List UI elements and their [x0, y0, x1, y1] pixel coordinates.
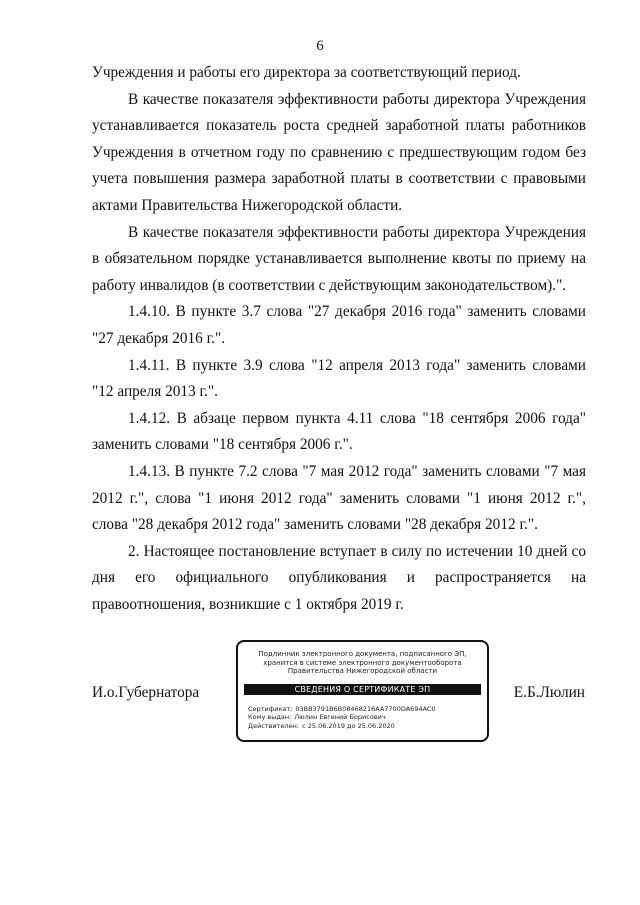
- validity-row: [248, 722, 487, 731]
- signatory-position: И.о.Губернатора: [92, 684, 200, 701]
- issued-to-row: [248, 713, 487, 722]
- paragraph: 1.4.13. В пункте 7.2 слова "7 мая 2012 года" заменить словами "7 мая 2012 г.", слова "1 июня 2012 года" заменить словами "1 июня 2012 г.", слова "28 декабря 2012 года" заменить словами "28 декабря 2012 г.".: [92, 462, 586, 534]
- signatory-name: Е.Б.Люлин: [513, 684, 585, 701]
- paragraph: Учреждения и работы его директора за соответствующий период.: [92, 64, 521, 81]
- paragraph: 2. Настоящее постановление вступает в силу по истечении 10 дней со дня его официального опубликования и распространяется на правоотношения, возникшие с 1 октября 2019 г.: [92, 542, 586, 613]
- issued-to-label: Кому выдан:: [248, 713, 292, 722]
- paragraph: 1.4.12. В абзаце первом пункта 4.11 слова "18 сентября 2006 года" заменить словами "18 сентября 2006 г.".: [92, 409, 586, 454]
- stamp-note-line: Подлинник электронного документа, подписанного ЭП,: [258, 650, 467, 658]
- issued-to-value: Люлин Евгений Борисович: [294, 713, 386, 722]
- validity-value: с 25.06.2019 до 25.06.2020: [302, 721, 395, 730]
- document-body: [92, 60, 586, 618]
- stamp-note: [238, 650, 487, 676]
- paragraph: 1.4.10. В пункте 3.7 слова "27 декабря 2016 года" заменить словами "27 декабря 2016 г.".: [92, 303, 586, 347]
- stamp-note-line: Правительства Нижегородской области: [287, 667, 438, 676]
- stamp-note-line: хранится в системе электронного документооборота: [263, 658, 462, 667]
- electronic-signature-stamp: [236, 640, 489, 742]
- certificate-label: Сертификат:: [248, 704, 293, 713]
- validity-label: Действителен:: [248, 721, 300, 730]
- page-number: 6: [316, 38, 324, 54]
- certificate-value: 03BB3791B6B08468216AA7700DA694AC0: [295, 704, 436, 713]
- stamp-details: [248, 705, 487, 731]
- certificate-row: [248, 705, 487, 714]
- stamp-banner: СВЕДЕНИЯ О СЕРТИФИКАТЕ ЭП: [244, 684, 481, 695]
- paragraph: В качестве показателя эффективности работы директора Учреждения в обязательном порядке устанавливается выполнение квоты по приему на работу инвалидов (в соответствии с действующим законодательством).".: [92, 223, 586, 294]
- paragraph: 1.4.11. В пункте 3.9 слова "12 апреля 2013 года" заменить словами "12 апреля 2013 г.".: [92, 356, 586, 401]
- paragraph: В качестве показателя эффективности работы директора Учреждения устанавливается показатель роста средней заработной платы работников Учреждения в отчетном году по сравнению с предшествующим годом без учета повышения размера заработной платы в соответствии с правовыми актами Правительства Нижегородской области.: [92, 90, 586, 214]
